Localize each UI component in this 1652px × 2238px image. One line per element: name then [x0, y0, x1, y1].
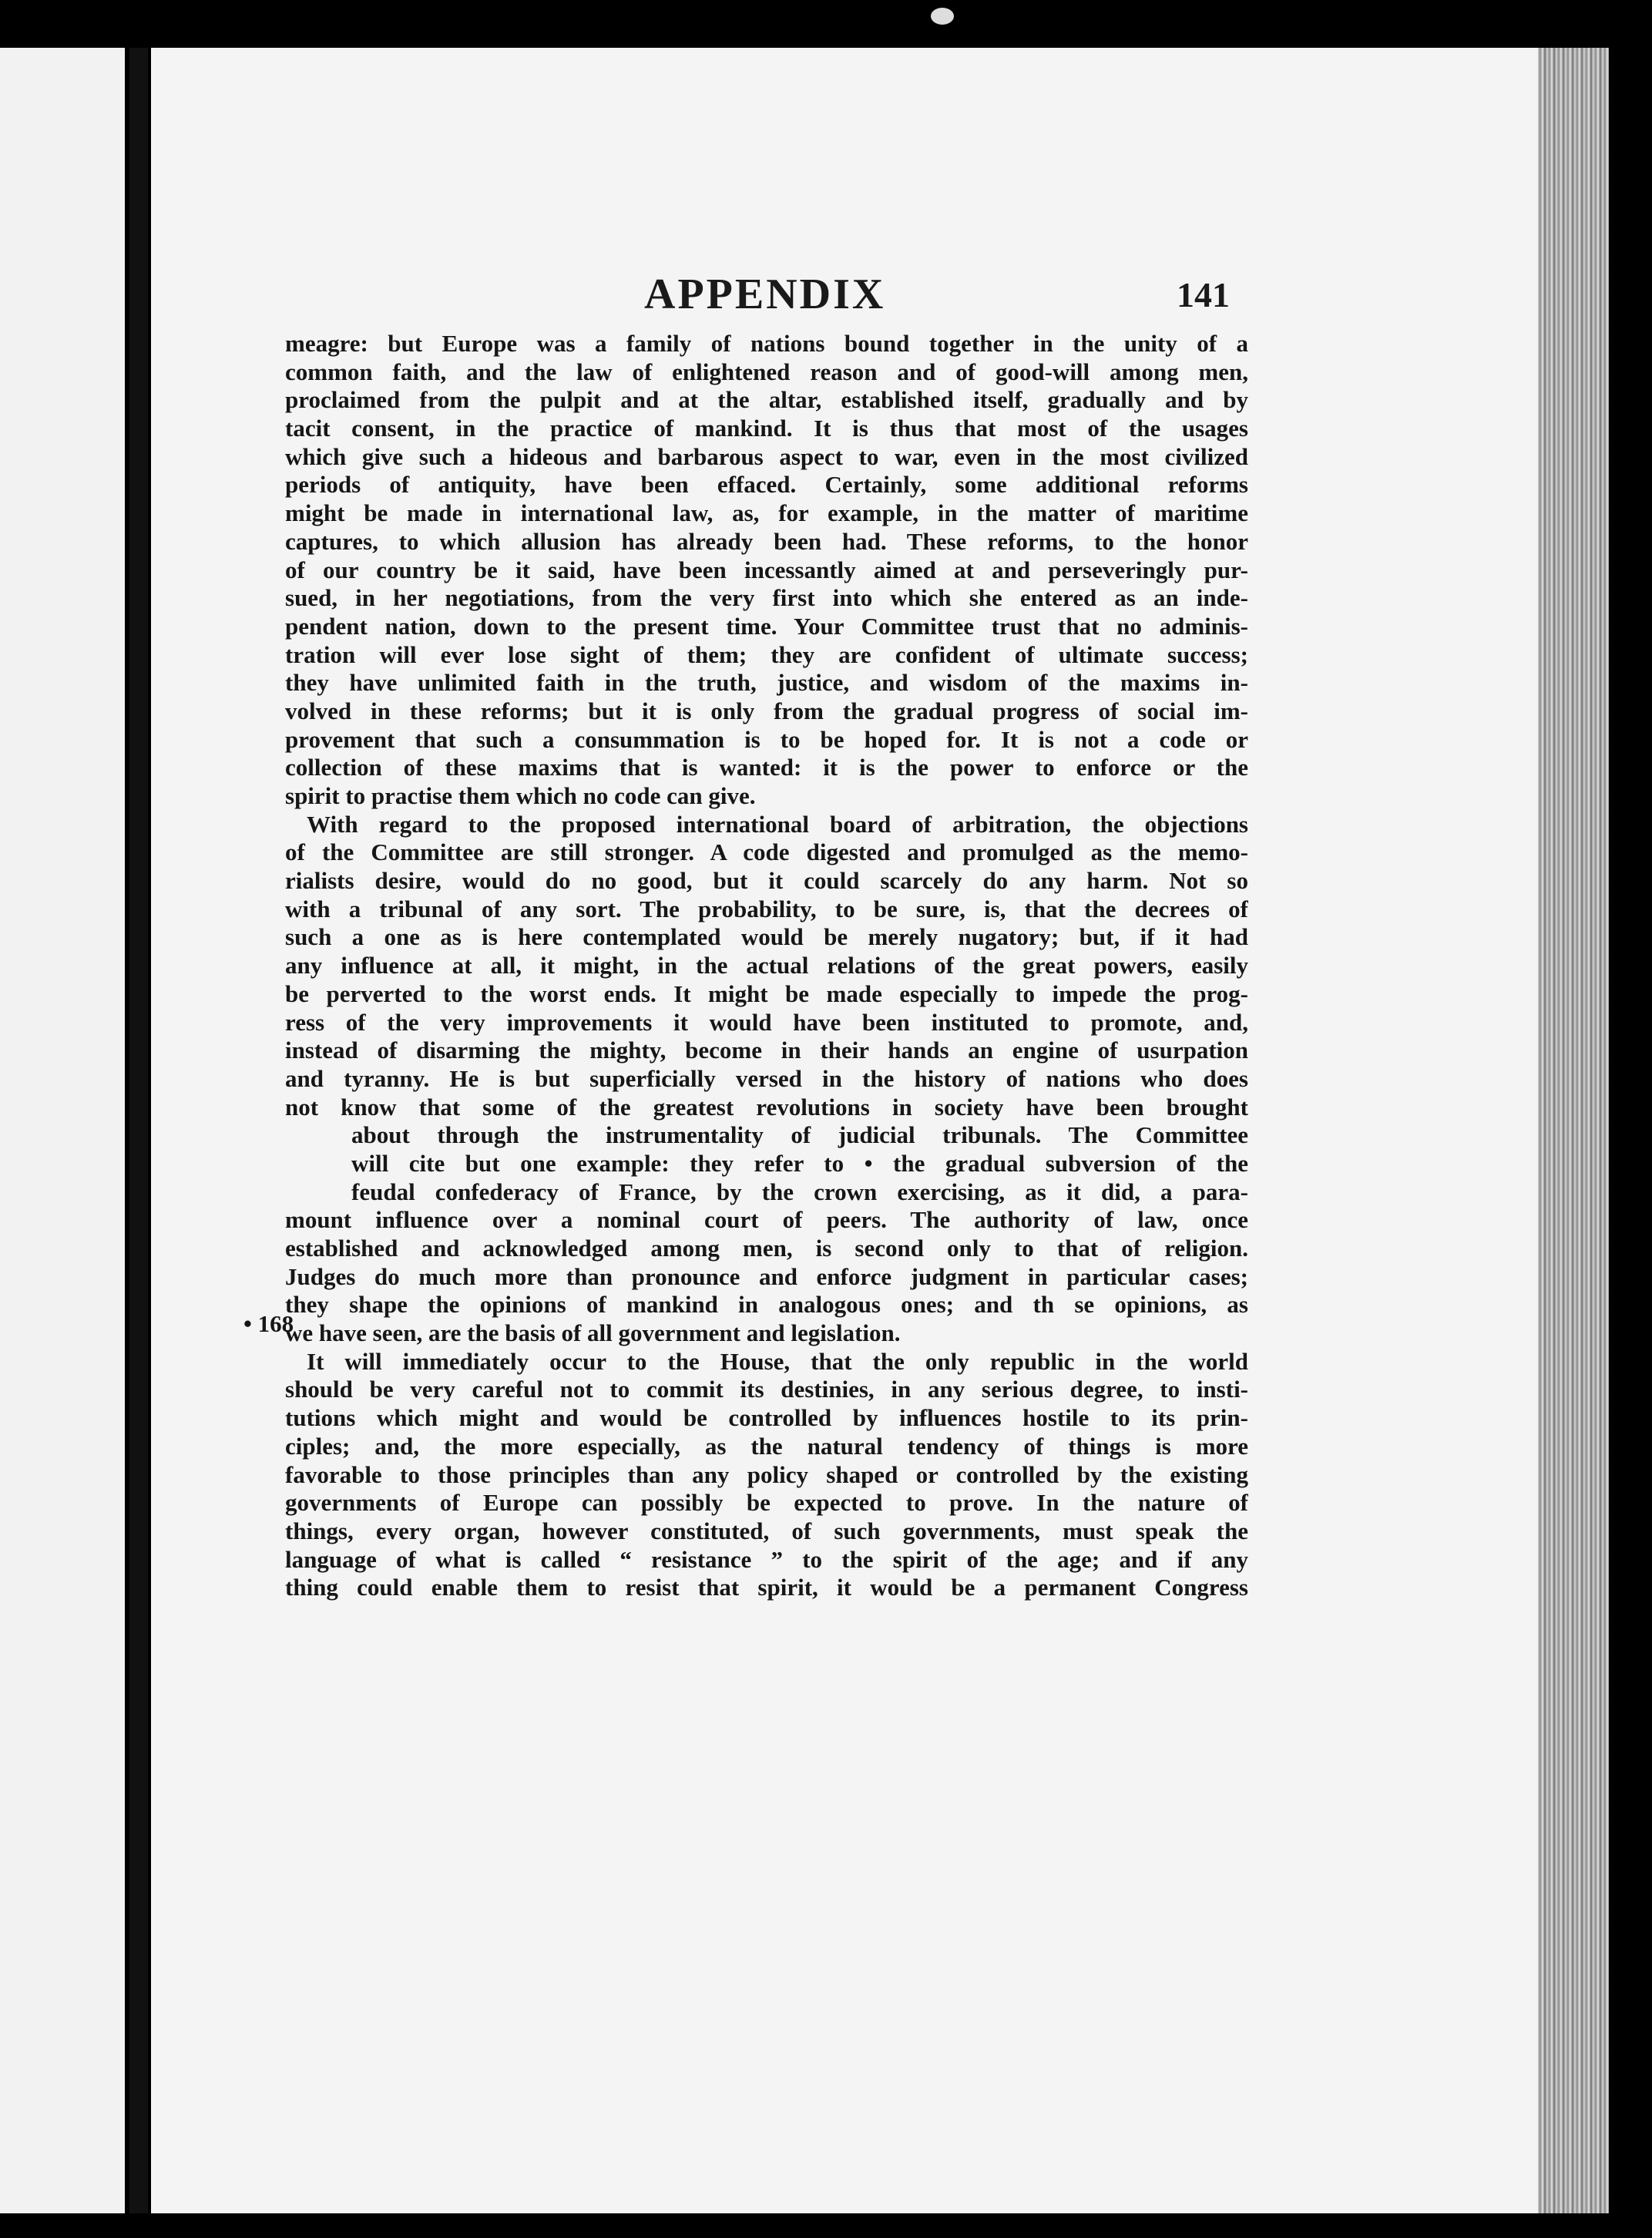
- text-line: It will immediately occur to the House, that the only republic in the world: [307, 1347, 1248, 1375]
- text-line: captures, to which allusion has already been had. These reforms, to the honor: [285, 527, 1248, 555]
- text-line: they shape the opinions of mankind in analogous ones; and th se opinions, as: [285, 1291, 1248, 1319]
- text-line: collection of these maxims that is wanted: it is the power to enforce or the: [285, 754, 1248, 781]
- text-line: tutions which might and would be controlled by influences hostile to its prin-: [285, 1404, 1248, 1432]
- text-line: Judges do much more than pronounce and enforce judgment in particular cases;: [285, 1262, 1248, 1290]
- text-line: will cite but one example: they refer to • the gradual subversion of the: [351, 1149, 1248, 1177]
- text-line: common faith, and the law of enlightened reason and of good-will among men,: [285, 358, 1248, 385]
- text-line: about through the instrumentality of judicial tribunals. The Committee: [351, 1121, 1248, 1149]
- running-head: APPENDIX: [644, 271, 886, 318]
- text-line: ciples; and, the more especially, as the natural tendency of things is more: [285, 1432, 1248, 1460]
- text-line: any influence at all, it might, in the actual relations of the great powers, easily: [285, 952, 1248, 980]
- text-line: of our country be it said, have been incessantly aimed at and perseveringly pur-: [285, 556, 1248, 583]
- page-stack-edge: [1538, 48, 1609, 2213]
- text-line: tacit consent, in the practice of mankind. It is thus that most of the usages: [285, 415, 1248, 442]
- text-line: With regard to the proposed international board of arbitration, the objections: [307, 810, 1248, 838]
- text-line: mount influence over a nominal court of peers. The authority of law, once: [285, 1206, 1248, 1234]
- text-line: spirit to practise them which no code can give.: [285, 782, 756, 809]
- text-line: rialists desire, would do no good, but it could scarcely do any harm. Not so: [285, 867, 1248, 895]
- text-line: they have unlimited faith in the truth, justice, and wisdom of the maxims in-: [285, 669, 1248, 697]
- text-line: tration will ever lose sight of them; they are confident of ultimate success;: [285, 640, 1248, 668]
- text-line: of the Committee are still stronger. A code digested and promulged as the memo-: [285, 838, 1248, 866]
- text-line: meagre: but Europe was a family of nations bound together in the unity of a: [285, 330, 1248, 357]
- text-line: established and acknowledged among men, is second only to that of religion.: [285, 1235, 1248, 1262]
- text-line: feudal confederacy of France, by the crown exercising, as it did, a para-: [351, 1178, 1248, 1205]
- text-line: thing could enable them to resist that spirit, it would be a permanent Congress: [285, 1574, 1248, 1601]
- text-line: should be very careful not to commit its destinies, in any serious degree, to insti-: [285, 1376, 1248, 1403]
- marginal-page-reference: • 168: [243, 1310, 294, 1337]
- text-line: instead of disarming the mighty, become in their hands an engine of usurpation: [285, 1037, 1248, 1064]
- text-line: things, every organ, however constituted, of such governments, must speak the: [285, 1517, 1248, 1544]
- text-line: be perverted to the worst ends. It might be made especially to impede the prog-: [285, 980, 1248, 1007]
- text-line: pendent nation, down to the present time. Your Committee trust that no adminis-: [285, 612, 1248, 640]
- page-header: [151, 270, 1245, 331]
- text-line: sued, in her negotiations, from the very first into which she entered as an inde-: [285, 584, 1248, 612]
- left-page-edge: [0, 48, 125, 2213]
- text-line: with a tribunal of any sort. The probability, to be sure, is, that the decrees of: [285, 895, 1248, 922]
- text-line: proclaimed from the pulpit and at the altar, established itself, gradually and by: [285, 386, 1248, 414]
- text-line: which give such a hideous and barbarous aspect to war, even in the most civilized: [285, 442, 1248, 470]
- body-text: [285, 330, 1248, 1602]
- text-line: not know that some of the greatest revolutions in society have been brought: [285, 1093, 1248, 1121]
- text-line: provement that such a consummation is to be hoped for. It is not a code or: [285, 725, 1248, 753]
- text-line: favorable to those principles than any policy shaped or controlled by the existing: [285, 1460, 1248, 1488]
- text-line: such a one as is here contemplated would be merely nugatory; but, if it had: [285, 923, 1248, 951]
- text-line: periods of antiquity, have been effaced. Certainly, some additional reforms: [285, 471, 1248, 499]
- text-line: might be made in international law, as, for example, in the matter of maritime: [285, 499, 1248, 527]
- text-line: we have seen, are the basis of all government and legislation.: [285, 1319, 901, 1347]
- text-line: governments of Europe can possibly be expected to prove. In the nature of: [285, 1489, 1248, 1517]
- text-line: language of what is called “ resistance ” to the spirit of the age; and if any: [285, 1545, 1248, 1573]
- binding-rule: [129, 48, 148, 2213]
- scan-mark: [931, 8, 954, 25]
- text-line: volved in these reforms; but it is only from the gradual progress of social im-: [285, 697, 1248, 724]
- text-line: ress of the very improvements it would have been instituted to promote, and,: [285, 1008, 1248, 1036]
- text-line: and tyranny. He is but superficially versed in the history of nations who does: [285, 1064, 1248, 1092]
- page-number: 141: [1177, 275, 1230, 314]
